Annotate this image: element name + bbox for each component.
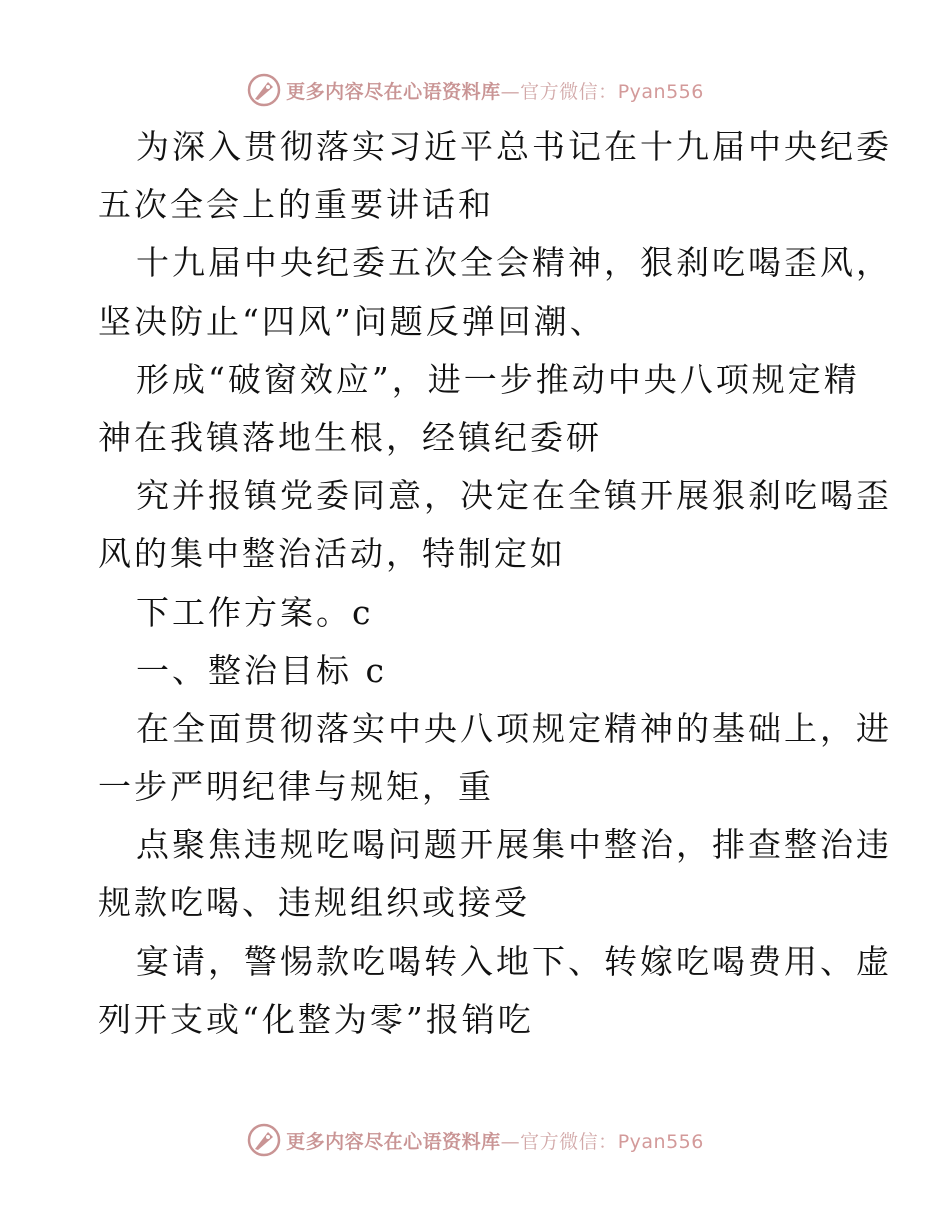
text-line: 列开支或“化整为零”报销吃 — [98, 999, 534, 1039]
text-line: 宴请，警惕款吃喝转入地下、转嫁吃喝费用、虚 — [136, 941, 892, 981]
text-line: 为深入贯彻落实习近平总书记在十九届中央纪委 — [136, 127, 892, 166]
text-line: 十九届中央纪委五次全会精神，狠刹吃喝歪风， — [136, 243, 892, 283]
text-line: 规款吃喝、违规组织或接受 — [98, 883, 530, 923]
watermark-text: 更多内容尽在心语资料库—官方微信：Pyan556 — [286, 1130, 704, 1153]
text-line: 一步严明纪律与规矩，重 — [98, 767, 494, 807]
pen-nib-logo-icon — [246, 1122, 282, 1158]
text-line: 一、整治目标 c — [136, 650, 387, 690]
header-watermark — [0, 70, 950, 110]
text-line: 五次全会上的重要讲话和 — [98, 185, 494, 225]
watermark-text: 更多内容尽在心语资料库—官方微信：Pyan556 — [286, 80, 704, 103]
text-line: 在全面贯彻落实中央八项规定精神的基础上，进 — [136, 708, 892, 748]
text-line: 下工作方案。c — [136, 592, 374, 632]
text-line: 风的集中整治活动，特制定如 — [98, 534, 566, 574]
text-line: 神在我镇落地生根，经镇纪委研 — [98, 417, 602, 457]
text-line: 坚决防止“四风”问题反弹回潮、 — [98, 301, 606, 341]
document-body — [98, 118, 892, 1049]
footer-watermark — [0, 1120, 950, 1160]
text-line: 点聚焦违规吃喝问题开展集中整治，排查整治违 — [136, 825, 892, 865]
text-line: 究并报镇党委同意，决定在全镇开展狠刹吃喝歪 — [136, 476, 892, 516]
text-line: 形成“破窗效应”，进一步推动中央八项规定精 — [136, 359, 860, 399]
pen-nib-logo-icon — [246, 72, 282, 108]
